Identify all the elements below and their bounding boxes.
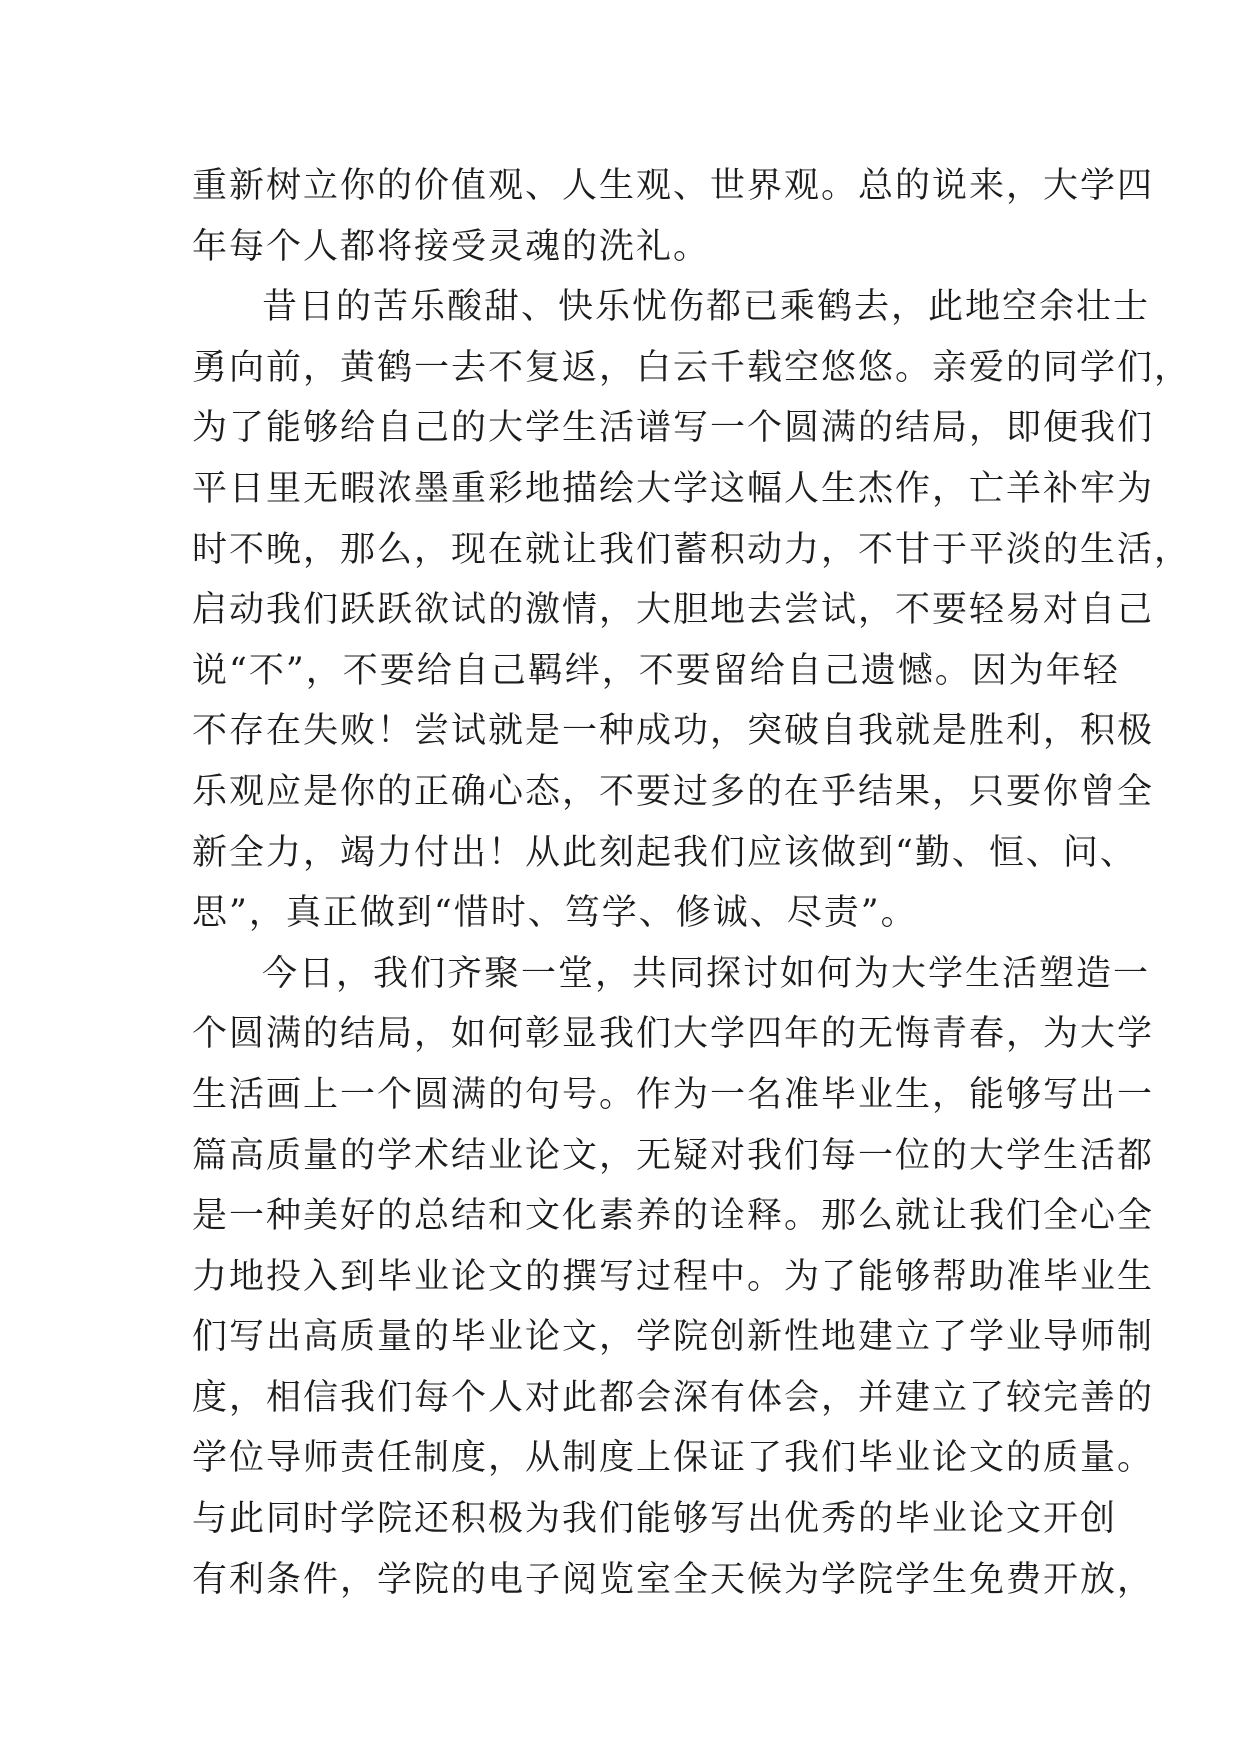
text-line: 时不晚，那么，现在就让我们蓄积动力，不甘于平淡的生活， xyxy=(192,529,1192,570)
paragraph-first-line: 今日，我们齐聚一堂，共同探讨如何为大学生活塑造一 xyxy=(262,953,1151,994)
text-line: 说“不”，不要给自己羁绊，不要留给自己遗憾。因为年轻 xyxy=(192,650,1120,691)
text-line: 是一种美好的总结和文化素养的诠释。那么就让我们全心全 xyxy=(192,1196,1155,1237)
text-line: 有利条件，学院的电子阅览室全天候为学院学生免费开放， xyxy=(192,1559,1155,1600)
text-line: 勇向前，黄鹤一去不复返，白云千载空悠悠。亲爱的同学们， xyxy=(192,347,1192,388)
text-line: 新全力，竭力付出！从此刻起我们应该做到“勤、恒、问、 xyxy=(192,832,1137,873)
text-line: 篇高质量的学术结业论文，无疑对我们每一位的大学生活都 xyxy=(192,1135,1155,1176)
text-line: 年每个人都将接受灵魂的洗礼。 xyxy=(192,226,711,267)
text-line: 不存在失败！尝试就是一种成功，突破自我就是胜利，积极 xyxy=(192,711,1155,752)
text-line: 与此同时学院还积极为我们能够写出优秀的毕业论文开创 xyxy=(192,1499,1118,1540)
text-line: 生活画上一个圆满的句号。作为一名准毕业生，能够写出一 xyxy=(192,1074,1155,1115)
text-line: 学位导师责任制度，从制度上保证了我们毕业论文的质量。 xyxy=(192,1438,1155,1479)
paragraph-first-line: 昔日的苦乐酸甜、快乐忧伤都已乘鹤去，此地空余壮士 xyxy=(262,287,1151,328)
text-line: 启动我们跃跃欲试的激情，大胆地去尝试，不要轻易对自己 xyxy=(192,590,1155,631)
text-line: 乐观应是你的正确心态，不要过多的在乎结果，只要你曾全 xyxy=(192,771,1155,812)
text-line: 思”，真正做到“惜时、笃学、修诚、尽责”。 xyxy=(192,893,918,934)
text-line: 为了能够给自己的大学生活谱写一个圆满的结局，即便我们 xyxy=(192,408,1155,449)
text-line: 们写出高质量的毕业论文，学院创新性地建立了学业导师制 xyxy=(192,1317,1155,1358)
document-body xyxy=(192,166,1192,1620)
text-line: 力地投入到毕业论文的撰写过程中。为了能够帮助准毕业生 xyxy=(192,1256,1155,1297)
text-line: 个圆满的结局，如何彰显我们大学四年的无悔青春，为大学 xyxy=(192,1014,1155,1055)
text-line: 度，相信我们每个人对此都会深有体会，并建立了较完善的 xyxy=(192,1377,1155,1418)
text-line: 重新树立你的价值观、人生观、世界观。总的说来，大学四 xyxy=(192,166,1155,206)
text-line: 平日里无暇浓墨重彩地描绘大学这幅人生杰作，亡羊补牢为 xyxy=(192,468,1155,509)
